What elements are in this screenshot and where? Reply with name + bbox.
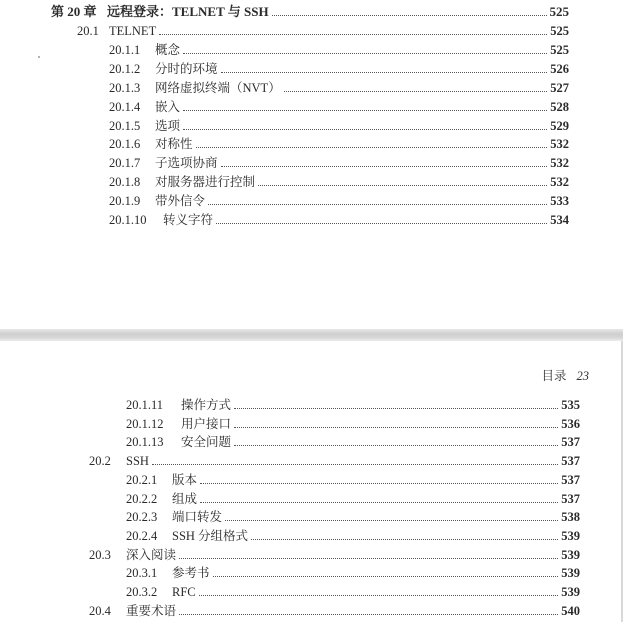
toc-entry-row: [89, 602, 580, 620]
toc-entry-row: [126, 508, 580, 526]
section-number: 20.1.1: [109, 42, 141, 57]
section-title: 参考书: [172, 566, 210, 581]
page-number: 535: [561, 398, 580, 412]
page-number: 539: [561, 547, 580, 562]
toc-entry-row: [109, 211, 569, 229]
section-number: 20.1.3: [109, 80, 141, 95]
toc-chapter-row: [51, 3, 569, 21]
toc-entry-row: [109, 98, 569, 116]
section-number: 20.1.13: [126, 435, 164, 450]
section-number: 20.1.10: [109, 213, 147, 227]
dot-leader: [284, 90, 548, 92]
section-number: 20.3.2: [126, 585, 158, 599]
page-number: 528: [550, 99, 569, 114]
section-number: 20.2: [89, 454, 111, 469]
page-number: 525: [549, 4, 569, 19]
dot-leader: [179, 557, 558, 559]
section-title: 组成: [172, 491, 198, 506]
page-number: 534: [550, 213, 569, 227]
section-title: 概念: [155, 42, 181, 57]
toc-entry-row: [109, 154, 569, 172]
dot-leader: [216, 222, 547, 224]
page-number: 537: [561, 491, 580, 506]
section-number: 20.2.4: [126, 528, 158, 543]
section-number: 20.1.2: [109, 61, 141, 76]
page-number: 539: [561, 566, 580, 581]
section-title: 版本: [172, 472, 198, 487]
section-number: 20.1.5: [109, 118, 141, 133]
dot-leader: [159, 33, 547, 35]
section-number: 20.1.6: [109, 137, 141, 152]
toc-entry-row: [109, 60, 569, 78]
section-title: 选项: [155, 118, 181, 133]
page-divider: [0, 329, 623, 341]
dot-leader: [258, 184, 547, 186]
dot-leader: [200, 501, 558, 503]
dot-leader: [225, 519, 558, 521]
dot-leader: [272, 14, 547, 16]
chapter-label: 第 20 章: [51, 4, 97, 19]
section-title: 转义字符: [163, 213, 214, 227]
page-number: 526: [550, 61, 569, 76]
section-title: 子选项协商: [155, 156, 218, 171]
section-title: 分时的环境: [155, 61, 218, 76]
dot-leader: [183, 128, 547, 130]
page-number: 537: [561, 472, 580, 487]
dot-leader: [152, 463, 558, 465]
section-number: 20.1.12: [126, 416, 164, 431]
page-number: 536: [561, 416, 580, 431]
section-number: 20.1.4: [109, 99, 141, 114]
page-number: 539: [561, 585, 580, 599]
section-title: 用户接口: [181, 416, 232, 431]
section-title: 操作方式: [181, 398, 232, 412]
section-number: 20.1: [77, 24, 99, 38]
section-title: SSH: [126, 454, 149, 469]
page-number: 537: [561, 454, 580, 469]
section-title: 深入阅读: [126, 547, 177, 562]
page-number: 539: [561, 528, 580, 543]
scan-speck: [38, 56, 40, 58]
dot-leader: [234, 407, 558, 409]
section-title: 对服务器进行控制: [155, 175, 256, 190]
header-page-number: 23: [576, 369, 589, 383]
toc-entry-row: [109, 41, 569, 59]
toc-entry-row: [126, 527, 580, 545]
toc-entry-row: [126, 433, 580, 451]
page-number: 532: [550, 137, 569, 152]
dot-leader: [199, 594, 559, 596]
chapter-title: 远程登录：TELNET 与 SSH: [107, 4, 269, 19]
toc-entry-row: [109, 173, 569, 191]
running-header: [541, 366, 589, 384]
section-number: 20.2.2: [126, 491, 158, 506]
section-title: 安全问题: [181, 435, 232, 450]
toc-entry-row: [77, 22, 569, 40]
toc-entry-row: [109, 79, 569, 97]
section-number: 20.1.7: [109, 156, 141, 171]
dot-leader: [221, 165, 548, 167]
page-number: 538: [561, 510, 580, 525]
dot-leader: [208, 203, 547, 205]
page-number: 540: [561, 603, 580, 618]
section-number: 20.1.8: [109, 175, 141, 190]
section-number: 20.3.1: [126, 566, 158, 581]
dot-leader: [213, 575, 559, 577]
page-number: 533: [550, 194, 569, 209]
section-number: 20.1.9: [109, 194, 141, 209]
dot-leader: [234, 444, 558, 446]
section-number: 20.2.1: [126, 472, 158, 487]
section-title: TELNET: [109, 24, 157, 38]
section-title: 重要术语: [126, 603, 177, 618]
toc-entry-row: [126, 583, 580, 601]
toc-entry-row: [109, 117, 569, 135]
dot-leader: [179, 613, 558, 615]
toc-entry-row: [126, 471, 580, 489]
page-number: 527: [550, 80, 569, 95]
toc-entry-row: [109, 192, 569, 210]
toc-entry-row: [126, 396, 580, 414]
section-title: RFC: [172, 585, 196, 599]
page-number: 529: [550, 118, 569, 133]
dot-leader: [183, 109, 547, 111]
section-title: 嵌入: [155, 99, 181, 114]
toc-entry-row: [89, 452, 580, 470]
dot-leader: [234, 426, 558, 428]
dot-leader: [183, 52, 547, 54]
section-title: 端口转发: [172, 510, 223, 525]
dot-leader: [251, 538, 558, 540]
page-number: 532: [550, 156, 569, 171]
page-number: 525: [550, 24, 569, 38]
page-number: 537: [561, 435, 580, 450]
toc-entry-row: [126, 415, 580, 433]
toc-entry-row: [126, 490, 580, 508]
section-title: SSH 分组格式: [172, 528, 249, 543]
page-number: 525: [550, 42, 569, 57]
section-number: 20.2.3: [126, 510, 158, 525]
toc-entry-row: [109, 135, 569, 153]
section-title: 网络虚拟终端（NVT）: [155, 80, 281, 95]
section-number: 20.3: [89, 547, 111, 562]
section-number: 20.1.11: [126, 398, 164, 412]
toc-entry-row: [126, 564, 580, 582]
section-title: 对称性: [155, 137, 193, 152]
dot-leader: [221, 71, 548, 73]
header-label: 目录: [541, 368, 567, 383]
dot-leader: [196, 146, 548, 148]
section-title: 带外信令: [155, 194, 206, 209]
section-number: 20.4: [89, 603, 111, 618]
page-number: 532: [550, 175, 569, 190]
toc-entry-row: [89, 546, 580, 564]
dot-leader: [200, 482, 558, 484]
